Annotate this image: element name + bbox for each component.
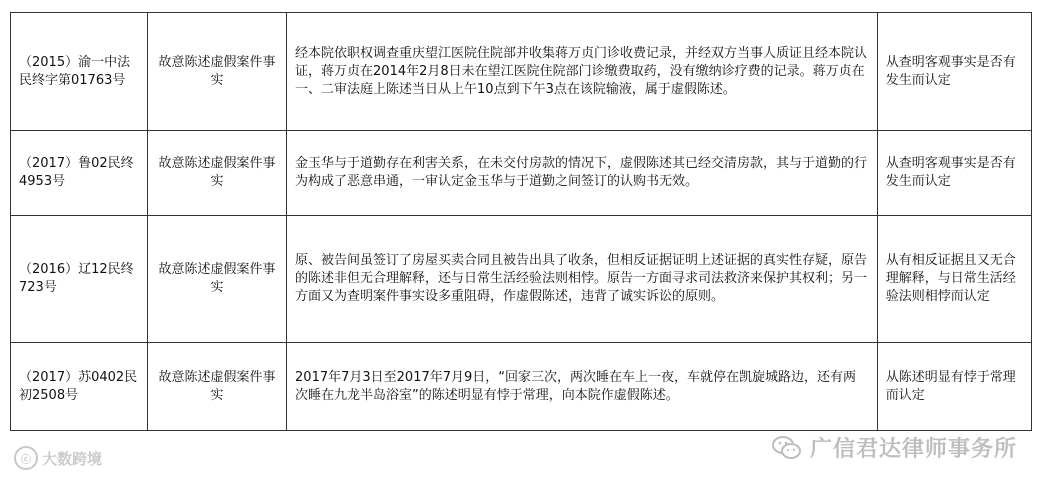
case-basis-cell: 从查明客观事实是否有发生而认定 <box>877 131 1031 216</box>
table-row <box>11 131 1032 216</box>
case-basis-cell: 从查明客观事实是否有发生而认定 <box>877 13 1031 131</box>
case-type-cell: 故意陈述虚假案件事实 <box>148 343 287 431</box>
table-row <box>11 216 1032 343</box>
case-number-cell: （2015）渝一中法民终字第01763号 <box>11 13 148 131</box>
case-type-cell: 故意陈述虚假案件事实 <box>148 131 287 216</box>
case-facts-cell: 金玉华与于道勤存在利害关系，在未交付房款的情况下，虚假陈述其已经交清房款，其与于道勤的行为构成了恶意串通，一审认定金玉华与于道勤之间签订的认购书无效。 <box>287 131 878 216</box>
case-number-cell: （2017）鲁02民终4953号 <box>11 131 148 216</box>
watermark-right <box>772 432 1017 463</box>
table-row <box>11 13 1032 131</box>
case-number-cell: （2017）苏0402民初2508号 <box>11 343 148 431</box>
case-type-cell: 故意陈述虚假案件事实 <box>148 13 287 131</box>
case-table <box>10 12 1032 431</box>
case-type-cell: 故意陈述虚假案件事实 <box>148 216 287 343</box>
case-facts-cell: 2017年7月3日至2017年7月9日，“回家三次，两次睡在车上一夜，车就停在凯旋城路边，还有两次睡在九龙半岛浴室”的陈述明显有悖于常理，向本院作虚假陈述。 <box>287 343 878 431</box>
case-number-cell: （2016）辽12民终723号 <box>11 216 148 343</box>
case-basis-cell: 从有相反证据且又无合理解释，与日常生活经验法则相悖而认定 <box>877 216 1031 343</box>
case-facts-cell: 原、被告间虽签订了房屋买卖合同且被告出具了收条，但相反证据证明上述证据的真实性存疑，原告的陈述非但无合理解释，还与日常生活经验法则相悖。原告一方面寻求司法救济来保护其权利；另一方面又为查明案件事实设多重阻碍，作虚假陈述，违背了诚实诉讼的原则。 <box>287 216 878 343</box>
watermark-left-text: 大数跨境 <box>42 449 103 468</box>
watermark-left <box>14 446 102 470</box>
case-facts-cell: 经本院依职权调查重庆望江医院住院部并收集蒋万贞门诊收费记录，并经双方当事人质证且经本院认证，蒋万贞在2014年2月8日未在望江医院住院部门诊缴费取药，没有缴纳诊疗费的记录。蒋万贞在一、二审法庭上陈述当日从上午10点到下午3点在该院输液，属于虚假陈述。 <box>287 13 878 131</box>
watermark-logo-icon: ⓒ <box>14 446 38 470</box>
wechat-icon <box>772 435 802 461</box>
table-row <box>11 343 1032 431</box>
watermark-right-text: 广信君达律师事务所 <box>809 437 1017 462</box>
case-basis-cell: 从陈述明显有悖于常理而认定 <box>877 343 1031 431</box>
